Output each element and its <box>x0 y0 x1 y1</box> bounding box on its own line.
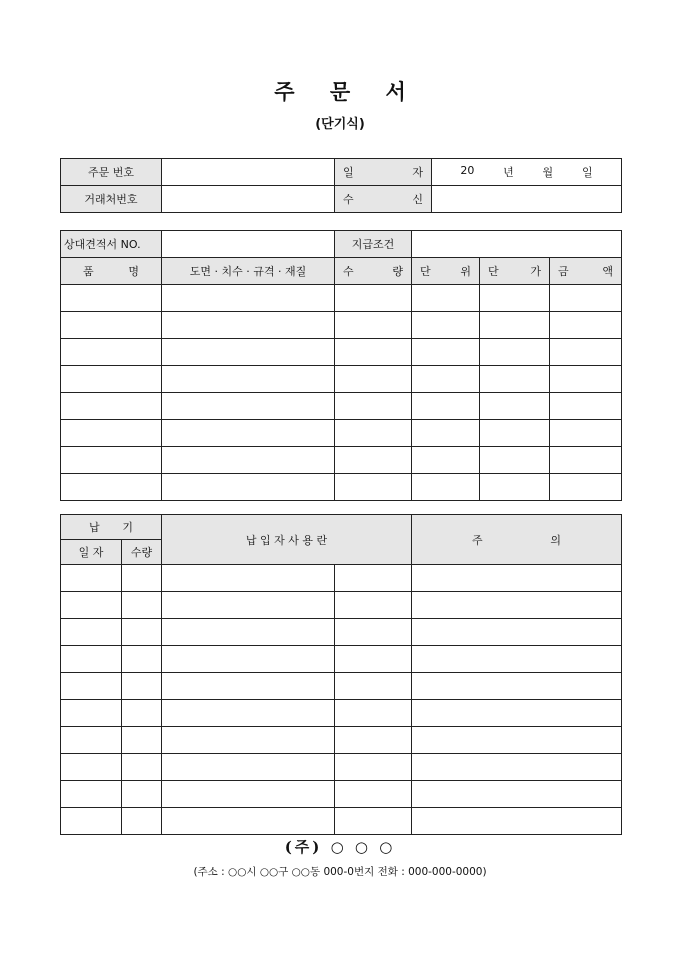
item-unit-price-cell[interactable] <box>480 474 550 501</box>
delivery-date-cell[interactable] <box>61 727 122 754</box>
item-row <box>61 447 622 474</box>
payment-terms-field[interactable] <box>412 231 622 258</box>
client-no-field[interactable] <box>162 186 335 213</box>
delivery-notes-cell[interactable] <box>412 565 622 592</box>
item-row <box>61 339 622 366</box>
item-product-cell[interactable] <box>61 474 162 501</box>
delivery-row <box>61 808 622 835</box>
delivery-notes-cell[interactable] <box>412 700 622 727</box>
item-unit-price-cell[interactable] <box>480 339 550 366</box>
delivery-usage-a-cell[interactable] <box>162 727 335 754</box>
delivery-usage-b-cell[interactable] <box>335 565 412 592</box>
item-amount-cell[interactable] <box>550 420 622 447</box>
item-amount-cell[interactable] <box>550 339 622 366</box>
item-amount-cell[interactable] <box>550 312 622 339</box>
delivery-row <box>61 781 622 808</box>
order-no-field[interactable] <box>162 159 335 186</box>
item-product-cell[interactable] <box>61 366 162 393</box>
delivery-qty-cell[interactable] <box>122 619 162 646</box>
delivery-notes-cell[interactable] <box>412 646 622 673</box>
date-prefix: 20 <box>460 164 475 177</box>
delivery-usage-a-cell[interactable] <box>162 700 335 727</box>
item-product-cell[interactable] <box>61 285 162 312</box>
delivery-date-cell[interactable] <box>61 646 122 673</box>
payment-terms-label: 지급조건 <box>335 231 412 258</box>
col-header-unit: 단 위 <box>412 258 480 285</box>
delivery-qty-cell[interactable] <box>122 646 162 673</box>
delivery-usage-b-cell[interactable] <box>335 592 412 619</box>
delivery-qty-cell[interactable] <box>122 673 162 700</box>
recipient-label: 수 신 <box>335 186 432 213</box>
delivery-notes-cell[interactable] <box>412 727 622 754</box>
delivery-qty-cell[interactable] <box>122 592 162 619</box>
item-spec-cell[interactable] <box>162 312 335 339</box>
item-qty-cell[interactable] <box>335 393 412 420</box>
delivery-usage-a-cell[interactable] <box>162 754 335 781</box>
delivery-usage-a-cell[interactable] <box>162 646 335 673</box>
delivery-row <box>61 592 622 619</box>
item-unit-cell[interactable] <box>412 474 480 501</box>
delivery-usage-b-cell[interactable] <box>335 808 412 835</box>
delivery-row <box>61 565 622 592</box>
delivery-row <box>61 619 622 646</box>
item-spec-cell[interactable] <box>162 474 335 501</box>
delivery-usage-b-cell[interactable] <box>335 781 412 808</box>
item-qty-cell[interactable] <box>335 339 412 366</box>
item-unit-cell[interactable] <box>412 285 480 312</box>
date-label: 일 자 <box>335 159 432 186</box>
company-name: (주) ○ ○ ○ <box>284 838 396 856</box>
item-unit-price-cell[interactable] <box>480 366 550 393</box>
item-unit-cell[interactable] <box>412 312 480 339</box>
order-no-label: 주문 번호 <box>61 159 162 186</box>
notes-header: 주 의 <box>412 515 622 565</box>
recipient-usage-header: 납 입 자 사 용 란 <box>162 515 412 565</box>
item-amount-cell[interactable] <box>550 474 622 501</box>
delivery-date-cell[interactable] <box>61 565 122 592</box>
client-no-label: 거래처번호 <box>61 186 162 213</box>
item-product-cell[interactable] <box>61 312 162 339</box>
item-row <box>61 393 622 420</box>
date-day-label: 일 <box>581 166 593 179</box>
delivery-usage-b-cell[interactable] <box>335 673 412 700</box>
company-address: (주소 : ○○시 ○○구 ○○동 000-0번지 전화 : 000-000-0000) <box>193 866 487 878</box>
col-header-amount: 금 액 <box>550 258 622 285</box>
item-amount-cell[interactable] <box>550 393 622 420</box>
col-header-qty: 수 량 <box>335 258 412 285</box>
item-qty-cell[interactable] <box>335 447 412 474</box>
item-unit-cell[interactable] <box>412 339 480 366</box>
item-spec-cell[interactable] <box>162 447 335 474</box>
delivery-date-cell[interactable] <box>61 781 122 808</box>
item-qty-cell[interactable] <box>335 474 412 501</box>
item-spec-cell[interactable] <box>162 393 335 420</box>
delivery-row <box>61 673 622 700</box>
delivery-date-cell[interactable] <box>61 754 122 781</box>
delivery-notes-cell[interactable] <box>412 673 622 700</box>
col-header-product: 품 명 <box>61 258 162 285</box>
item-unit-price-cell[interactable] <box>480 447 550 474</box>
item-row <box>61 366 622 393</box>
delivery-usage-b-cell[interactable] <box>335 727 412 754</box>
items-table <box>60 230 622 501</box>
item-unit-price-cell[interactable] <box>480 393 550 420</box>
item-row <box>61 312 622 339</box>
delivery-usage-a-cell[interactable] <box>162 781 335 808</box>
delivery-qty-cell[interactable] <box>122 781 162 808</box>
item-row <box>61 285 622 312</box>
delivery-row <box>61 727 622 754</box>
item-unit-cell[interactable] <box>412 447 480 474</box>
item-unit-cell[interactable] <box>412 366 480 393</box>
item-unit-price-cell[interactable] <box>480 420 550 447</box>
col-header-spec: 도면 · 치수 · 규격 · 재질 <box>162 258 335 285</box>
item-spec-cell[interactable] <box>162 285 335 312</box>
item-amount-cell[interactable] <box>550 447 622 474</box>
delivery-date-cell[interactable] <box>61 592 122 619</box>
delivery-header: 납 기 <box>61 515 162 540</box>
item-product-cell[interactable] <box>61 339 162 366</box>
delivery-row <box>61 754 622 781</box>
quote-no-label: 상대견적서 NO. <box>61 231 162 258</box>
item-spec-cell[interactable] <box>162 339 335 366</box>
delivery-usage-a-cell[interactable] <box>162 808 335 835</box>
delivery-notes-cell[interactable] <box>412 754 622 781</box>
item-amount-cell[interactable] <box>550 366 622 393</box>
delivery-usage-b-cell[interactable] <box>335 646 412 673</box>
delivery-qty-cell[interactable] <box>122 808 162 835</box>
delivery-date-header: 일 자 <box>61 540 122 565</box>
delivery-notes-cell[interactable] <box>412 592 622 619</box>
document-title: 주 문 서 <box>274 79 420 104</box>
item-qty-cell[interactable] <box>335 285 412 312</box>
recipient-field[interactable] <box>432 186 622 213</box>
delivery-date-cell[interactable] <box>61 700 122 727</box>
delivery-usage-a-cell[interactable] <box>162 592 335 619</box>
delivery-usage-b-cell[interactable] <box>335 619 412 646</box>
item-unit-price-cell[interactable] <box>480 312 550 339</box>
item-qty-cell[interactable] <box>335 366 412 393</box>
delivery-row <box>61 700 622 727</box>
delivery-table <box>60 514 622 835</box>
delivery-qty-cell[interactable] <box>122 700 162 727</box>
item-row <box>61 474 622 501</box>
delivery-usage-b-cell[interactable] <box>335 700 412 727</box>
delivery-qty-cell[interactable] <box>122 754 162 781</box>
delivery-qty-cell[interactable] <box>122 727 162 754</box>
delivery-date-cell[interactable] <box>61 673 122 700</box>
delivery-notes-cell[interactable] <box>412 781 622 808</box>
item-unit-price-cell[interactable] <box>480 285 550 312</box>
delivery-usage-b-cell[interactable] <box>335 754 412 781</box>
delivery-notes-cell[interactable] <box>412 808 622 835</box>
item-row <box>61 420 622 447</box>
delivery-notes-cell[interactable] <box>412 619 622 646</box>
item-qty-cell[interactable] <box>335 312 412 339</box>
quote-no-field[interactable] <box>162 231 335 258</box>
order-date-field[interactable] <box>432 159 622 186</box>
item-product-cell[interactable] <box>61 420 162 447</box>
date-month-label: 월 <box>542 166 554 179</box>
delivery-usage-a-cell[interactable] <box>162 619 335 646</box>
date-year-label: 년 <box>503 166 514 179</box>
item-unit-cell[interactable] <box>412 393 480 420</box>
delivery-usage-a-cell[interactable] <box>162 565 335 592</box>
item-qty-cell[interactable] <box>335 420 412 447</box>
item-spec-cell[interactable] <box>162 420 335 447</box>
delivery-row <box>61 646 622 673</box>
item-spec-cell[interactable] <box>162 366 335 393</box>
delivery-date-cell[interactable] <box>61 619 122 646</box>
col-header-unit-price: 단 가 <box>480 258 550 285</box>
order-info-table <box>60 158 622 213</box>
delivery-date-cell[interactable] <box>61 808 122 835</box>
delivery-qty-cell[interactable] <box>122 565 162 592</box>
item-product-cell[interactable] <box>61 393 162 420</box>
item-product-cell[interactable] <box>61 447 162 474</box>
document-subtitle: (단기식) <box>315 117 365 132</box>
item-unit-cell[interactable] <box>412 420 480 447</box>
delivery-qty-header: 수량 <box>122 540 162 565</box>
delivery-usage-a-cell[interactable] <box>162 673 335 700</box>
item-amount-cell[interactable] <box>550 285 622 312</box>
